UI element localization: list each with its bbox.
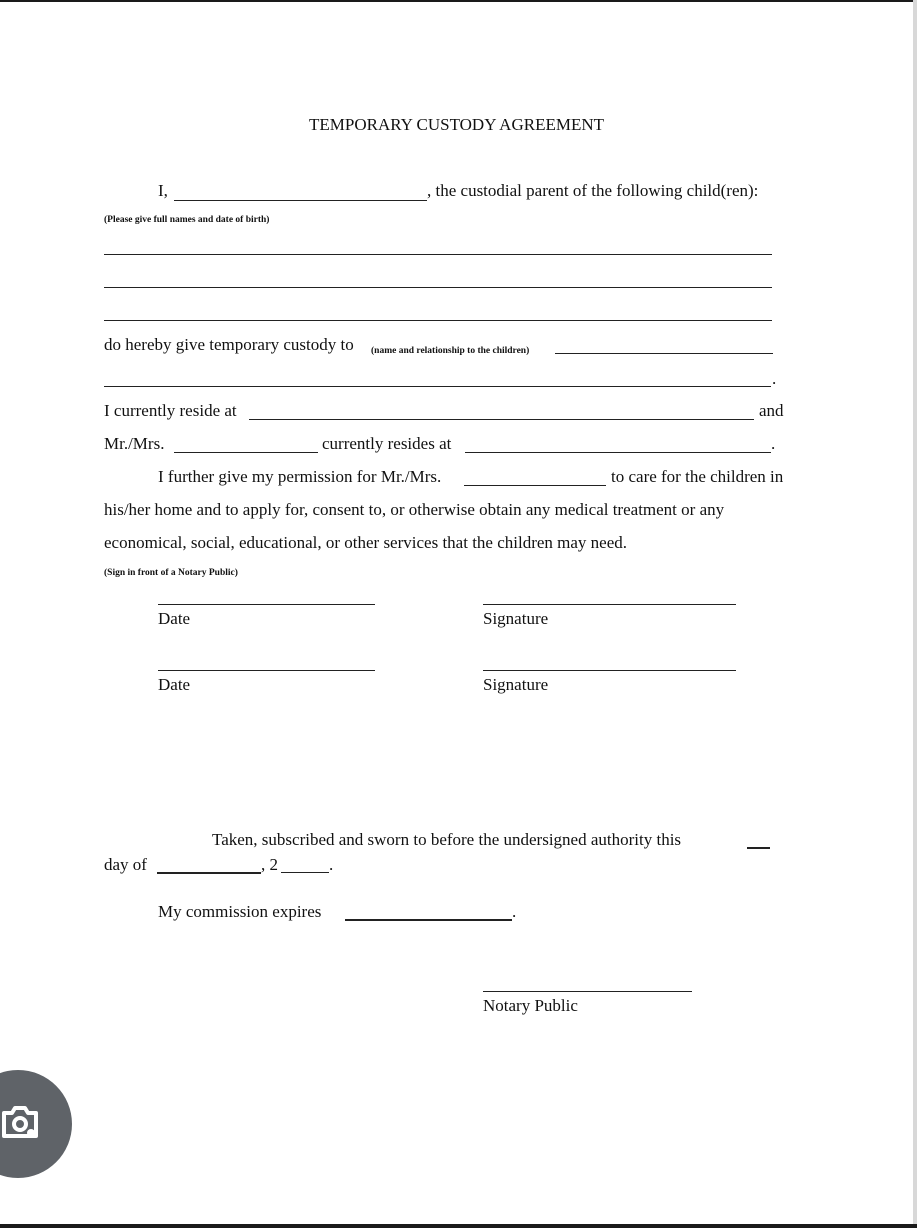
resides-at-text: currently resides at [322,434,452,453]
sworn-year-field[interactable] [281,872,329,873]
sworn-day-field[interactable] [747,847,770,849]
camera-search-icon [0,1104,40,1140]
notary-label: Notary Public [483,996,578,1015]
custodian-name-field[interactable] [555,353,773,354]
permission-line-3: economical, social, educational, or other services that the children may need. [104,533,628,552]
signature-line-2[interactable] [483,670,736,671]
parent-address-field[interactable] [249,419,754,420]
date-line-1[interactable] [158,604,375,605]
give-custody-text: do hereby give temporary custody to [104,335,354,354]
signature-label-2: Signature [483,675,549,694]
permission-prefix: I further give my permission for Mr./Mrs. [158,467,442,486]
custodian-address-field[interactable] [465,452,771,453]
date-label-2: Date [158,675,191,694]
commission-label: My commission expires [158,902,322,921]
children-note: (Please give full names and date of birth) [104,215,270,225]
permission-name-field[interactable] [464,485,606,486]
day-of-label: day of [104,855,147,874]
image-search-button[interactable] [0,1070,72,1178]
sign-note: (Sign in front of a Notary Public) [104,568,238,578]
sworn-text: Taken, subscribed and sworn to before the undersigned authority this [212,830,682,849]
reside-prefix: I currently reside at [104,401,237,420]
mrmrs-label: Mr./Mrs. [104,434,165,453]
signature-line-1[interactable] [483,604,736,605]
date-label-1: Date [158,609,191,628]
document-title: TEMPORARY CUSTODY AGREEMENT [308,115,604,134]
commission-period: . [512,902,517,921]
year-period: . [329,855,334,874]
child-line-3[interactable] [104,320,772,321]
custodian-line-2[interactable] [104,386,771,387]
parent-suffix: , the custodial parent of the following child(ren): [427,181,759,200]
i-prefix: I, [158,181,168,200]
permission-suffix: to care for the children in [611,467,784,486]
screenshot-bottom-border [0,1224,917,1228]
address-period: . [771,434,776,453]
and-word: and [759,401,784,420]
year-separator: , 2 [261,855,278,874]
sworn-month-field[interactable] [157,872,261,874]
child-line-1[interactable] [104,254,772,255]
commission-date-field[interactable] [345,919,512,921]
custody-note: (name and relationship to the children) [371,346,530,356]
date-line-2[interactable] [158,670,375,671]
signature-label-1: Signature [483,609,549,628]
parent-name-field[interactable] [174,200,427,201]
screenshot-top-border [0,0,917,2]
child-line-2[interactable] [104,287,772,288]
custodian-name-field-2[interactable] [174,452,318,453]
custodian-period: . [772,369,777,388]
notary-signature-line[interactable] [483,991,692,992]
permission-line-2: his/her home and to apply for, consent to, or otherwise obtain any medical treatment or any [104,500,725,519]
screenshot-right-edge [913,0,917,1228]
